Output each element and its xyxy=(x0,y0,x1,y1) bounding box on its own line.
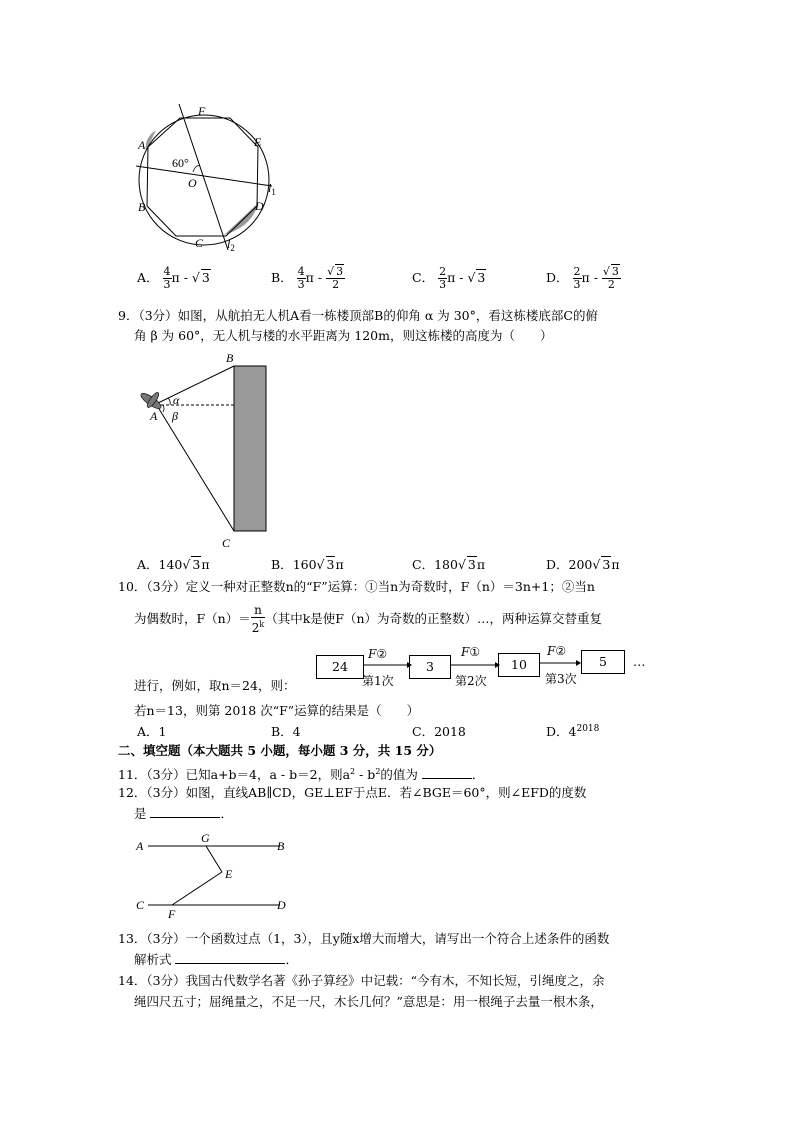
line-ac xyxy=(156,404,234,531)
q13-answer-blank[interactable] xyxy=(175,963,285,964)
q10-line3: 进行，例如，取n＝24，则： xyxy=(134,678,296,693)
q11-answer-blank[interactable] xyxy=(422,778,472,779)
flow-box-1: 24 xyxy=(316,655,364,679)
q10-option-c: C．2018 xyxy=(412,724,466,739)
line-l1 xyxy=(136,166,272,186)
hex xyxy=(148,120,258,235)
label-alpha: α xyxy=(173,393,180,407)
label-beta: β xyxy=(172,409,178,423)
label-l2: $l_2$ xyxy=(227,237,235,253)
q10-option-a: A．1 xyxy=(137,724,167,739)
flow-box-3: 10 xyxy=(498,653,540,677)
line-l2 xyxy=(179,104,228,250)
alpha-arc xyxy=(168,398,170,405)
q8-option-a: A． $\frac{4}{3}$ π - √ 3 xyxy=(137,265,210,291)
q9-line1: 9．（3分）如图，从航拍无人机A看一栋楼顶部B的仰角 α 为 30°，看这栋楼底部C的俯 xyxy=(118,308,598,323)
q14-line2: 绳四尺五寸；屈绳量之，不足一尺，木长几何？”意思是：用一根绳子去量一根木条， xyxy=(134,994,603,1009)
shaded-segment-dc xyxy=(224,203,258,235)
label-F: F xyxy=(198,104,206,118)
q10-line4: 若n＝13，则第 2018 次“F”运算的结果是（ ） xyxy=(134,703,420,718)
label-G: G xyxy=(201,831,210,845)
label-B: B xyxy=(226,351,234,365)
q9-option-a: A．140√ 3π xyxy=(137,557,210,572)
angle-arc xyxy=(193,166,200,172)
beta-arc xyxy=(163,405,164,412)
flow-step-2: 第2次 xyxy=(455,674,487,688)
building xyxy=(234,366,266,531)
label-C: C xyxy=(136,898,145,912)
drone-building-figure xyxy=(130,348,280,553)
flow-op-3: F② xyxy=(547,644,567,658)
q10-option-d: D．$4^{2018}$ xyxy=(546,723,600,739)
parallel-lines-figure xyxy=(134,830,299,922)
q8-option-b: B． $\frac{4}{3}$ π - $\frac{√ 3}{2}$ xyxy=(271,265,344,291)
q12-line1: 12．（3分）如图，直线AB∥CD，GE⊥EF于点E．若∠BGE＝60°，则∠EFD的度数 xyxy=(118,785,587,800)
q12-line2: 是 ． xyxy=(134,806,233,821)
label-O: O xyxy=(188,176,197,190)
flow-op-1: F② xyxy=(368,647,388,661)
label-B: B xyxy=(138,200,146,214)
line-ab xyxy=(156,366,234,404)
flow-box-4: 5 xyxy=(581,650,625,674)
label-E: E xyxy=(225,867,233,881)
segment-ef xyxy=(172,872,222,905)
q14-line1: 14．（3分）我国古代数学名著《孙子算经》中记载：“今有木，不知长短，引绳度之，余 xyxy=(118,973,605,988)
label-C: C xyxy=(222,536,231,550)
segment-ge xyxy=(206,846,222,872)
q9-option-b: B．160√ 3π xyxy=(271,557,344,572)
label-A: A xyxy=(136,839,144,853)
q9-line2: 角 β 为 60°，无人机与楼的水平距离为 120m，则这栋楼的高度为（ ） xyxy=(134,328,553,343)
label-F: F xyxy=(168,907,176,921)
label-C: C xyxy=(195,236,204,250)
q9-option-c: C．180√ 3π xyxy=(412,557,486,572)
flow-step-1: 第1次 xyxy=(362,674,394,688)
flow-ellipsis: … xyxy=(633,654,646,669)
q10-line1: 10．（3分）定义一种对正整数n的“F”运算：①当n为奇数时，F（n）＝3n+1；②当n xyxy=(118,579,595,594)
hexagon-circle-figure xyxy=(130,100,290,255)
hexagon-lines xyxy=(147,118,258,236)
q13-line1: 13．（3分）一个函数过点（1，3），且y随x增大而增大，请写出一个符合上述条件的函数 xyxy=(118,931,610,946)
label-D: D xyxy=(277,898,286,912)
section-2-heading: 二、填空题（本大题共 5 小题，每小题 3 分，共 15 分） xyxy=(118,743,442,758)
label-angle: 60° xyxy=(172,156,189,170)
label-A: A xyxy=(138,138,146,152)
q8-option-c: C． $\frac{2}{3}$ π - √ 3 xyxy=(412,265,486,291)
q10-option-b: B．4 xyxy=(271,724,301,739)
q8-option-d: D． $\frac{2}{3}$ π - $\frac{√ 3}{2}$ xyxy=(546,265,619,291)
label-l1: $l_1$ xyxy=(268,181,276,197)
q11-line: 11．（3分）已知a+b＝4，a - b＝2，则$a^2 - b^2$的值为 ． xyxy=(118,767,485,783)
label-E: E xyxy=(254,135,262,149)
flow-box-2: 3 xyxy=(409,655,451,679)
label-D: D xyxy=(255,199,264,213)
q9-option-d: D．200√ 3π xyxy=(546,557,620,572)
label-B: B xyxy=(277,839,285,853)
q10-line2: 为偶数时，F（n）＝ $\frac{n}{2^k}$ （其中k是使F（n）为奇数的正整数）…，两种运算交替重复 xyxy=(134,603,603,635)
label-A: A xyxy=(150,409,158,423)
flow-step-3: 第3次 xyxy=(545,672,577,686)
q13-line2: 解析式 ． xyxy=(134,952,298,967)
q12-answer-blank[interactable] xyxy=(150,817,220,818)
flow-op-2: F① xyxy=(461,645,481,659)
